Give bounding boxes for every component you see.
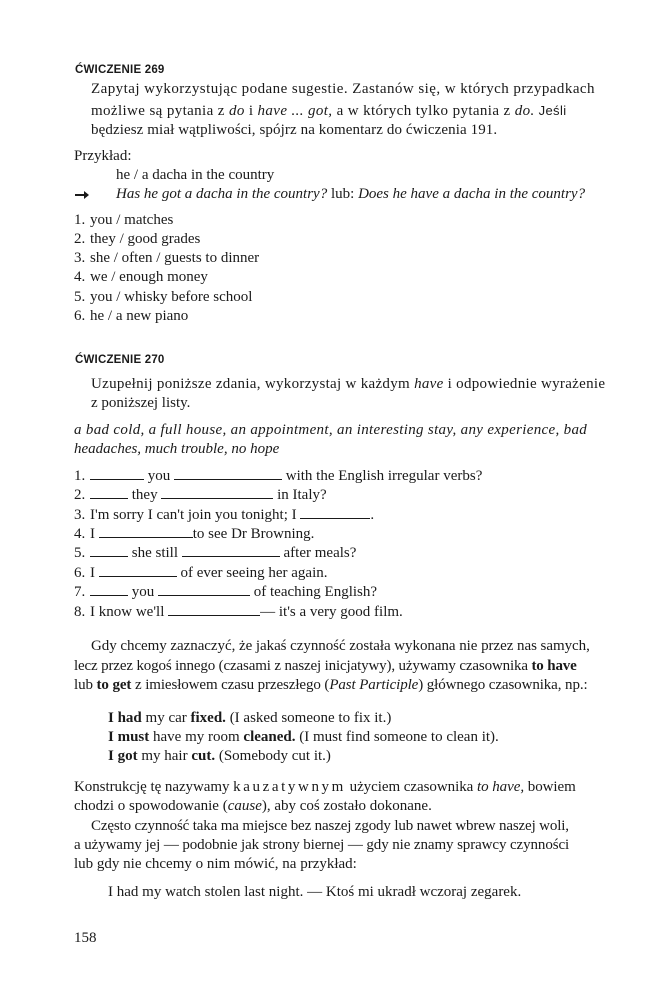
commentary-p1-line-2: lecz przez kogoś innego (czasami z naszej inicjatywy), używamy czasownika to have: [74, 658, 577, 674]
answer-blank[interactable]: [168, 604, 260, 616]
sentence-6: 6. I of ever seeing her again.: [74, 565, 328, 581]
answer-blank[interactable]: [90, 487, 128, 499]
list-item: 2. they / good grades: [74, 231, 201, 247]
sentence-4: 4. I to see Dr Browning.: [74, 526, 315, 542]
list-item: 1. you / matches: [74, 212, 174, 228]
answer-blank[interactable]: [158, 584, 250, 596]
final-example: I had my watch stolen last night. — Ktoś mi ukradł wczoraj zegarek.: [108, 884, 522, 900]
list-item: 3. she / often / guests to dinner: [74, 250, 260, 266]
causative-example-3: I got my hair cut. (Somebody cut it.): [108, 748, 331, 764]
answer-blank[interactable]: [174, 468, 282, 480]
answer-blank[interactable]: [300, 507, 370, 519]
answer-blank[interactable]: [90, 545, 128, 557]
commentary-p3-line-3: lub gdy nie chcemy o nim mówić, na przykład:: [74, 856, 357, 872]
page-number: 158: [74, 930, 97, 946]
example-label: Przykład:: [74, 148, 132, 164]
commentary-p1-line-1: Gdy chcemy zaznaczyć, że jakaś czynność została wykonana nie przez nas samych,: [91, 638, 590, 654]
ex270-instruction-line-1: Uzupełnij poniższe zdania, wykorzystaj w każdym have i odpowiednie wyrażenie: [91, 376, 606, 392]
answer-blank[interactable]: [182, 545, 280, 557]
ex269-instruction-line-2: możliwe są pytania z do i have ... got, a w których tylko pytania z do. Jeśli: [91, 103, 567, 119]
list-item: 4. we / enough money: [74, 269, 208, 285]
answer-blank[interactable]: [161, 487, 273, 499]
answer-blank[interactable]: [90, 468, 144, 480]
sentence-2: 2. they in Italy?: [74, 487, 327, 503]
answer-blank[interactable]: [99, 526, 193, 538]
ex269-instruction-line-3: będziesz miał wątpliwości, spójrz na komentarz do ćwiczenia 191.: [91, 122, 498, 138]
commentary-p2-line-1: Konstrukcję tę nazywamy kauzatywnym użyciem czasownika to have, bowiem: [74, 779, 576, 795]
exercise-269-heading: ĆWICZENIE 269: [75, 64, 165, 76]
answer-blank[interactable]: [90, 584, 128, 596]
commentary-p1-line-3: lub to get z imiesłowem czasu przeszłego (Past Participle) głównego czasownika, np.:: [74, 677, 588, 693]
causative-example-2: I must have my room cleaned. (I must find someone to clean it).: [108, 729, 499, 745]
commentary-p3-line-2: a używamy jej — podobnie jak strony biernej — gdy nie znamy sprawcy czynności: [74, 837, 570, 853]
sentence-5: 5. she still after meals?: [74, 545, 357, 561]
sentence-1: 1. you with the English irregular verbs?: [74, 468, 483, 484]
commentary-p2-line-2: chodzi o spowodowanie (cause), aby coś zostało dokonane.: [74, 798, 432, 814]
phrase-list-line-2: headaches, much trouble, no hope: [74, 441, 280, 457]
example-answer: Has he got a dacha in the country? lub: Does he have a dacha in the country?: [116, 186, 586, 202]
exercise-270-heading: ĆWICZENIE 270: [75, 354, 165, 366]
commentary-p3-line-1: Często czynność taka ma miejsce bez naszej zgody lub nawet wbrew naszej woli,: [91, 818, 569, 834]
sentence-7: 7. you of teaching English?: [74, 584, 378, 600]
answer-blank[interactable]: [99, 565, 177, 577]
example-prompt: he / a dacha in the country: [116, 167, 275, 183]
arrow-right-icon: [75, 191, 89, 199]
ex269-instruction-line-1: Zapytaj wykorzystując podane sugestie. Zastanów się, w których przypadkach: [91, 81, 595, 97]
ex270-instruction-line-2: z poniższej listy.: [91, 395, 191, 411]
list-item: 6. he / a new piano: [74, 308, 189, 324]
causative-example-1: I had my car fixed. (I asked someone to fix it.): [108, 710, 392, 726]
phrase-list-line-1: a bad cold, a full house, an appointment, an interesting stay, any experience, bad: [74, 422, 588, 438]
sentence-3: 3. I'm sorry I can't join you tonight; I .: [74, 507, 375, 523]
list-item: 5. you / whisky before school: [74, 289, 253, 305]
sentence-8: 8. I know we'll — it's a very good film.: [74, 604, 403, 620]
